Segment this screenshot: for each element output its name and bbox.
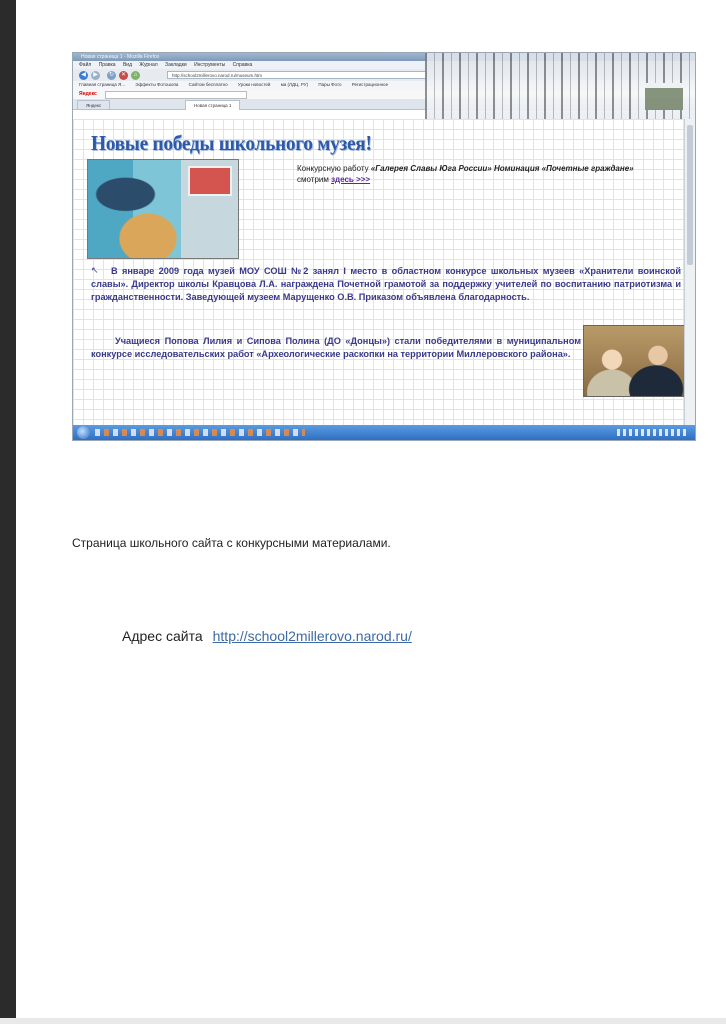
contest-see: смотрим: [297, 175, 332, 184]
contest-link[interactable]: здесь >>>: [331, 175, 371, 184]
site-address-label: Адрес сайта: [122, 628, 203, 644]
yandex-search-input[interactable]: [105, 91, 247, 99]
address-bar[interactable]: http://school2millerovo.narod.ru/museum.htm: [167, 71, 427, 79]
scan-edge: [0, 0, 16, 1024]
taskbar-icons[interactable]: [95, 429, 305, 436]
menu-edit[interactable]: Правка: [98, 62, 116, 68]
news-paragraph-1: В январе 2009 года музей МОУ СОШ №2 занял I место в областном конкурсе школьных музеев «Хранители воинской славы». Директор школы Кравцова Л.А. награждена Почетной грамотой за поддержку учителей по воспитанию патриотизма и гражданственности. Заведующей музеем Марущенко О.В. Приказом объявлена благодарность.: [91, 266, 681, 302]
menu-file[interactable]: Файл: [79, 62, 92, 68]
stop-icon[interactable]: ✕: [120, 72, 127, 78]
bookmark-item[interactable]: Регистрационное: [351, 82, 389, 87]
bookmark-item[interactable]: Главная страница Я...: [79, 82, 126, 87]
news-paragraph-2: Учащиеся Попова Лилия и Сипова Полина (ДО «Донцы») стали победителями в муниципальном конкурсе исследовательских работ «Археологические раскопки на территории Миллеровского района».: [91, 336, 581, 359]
contest-intro: Конкурсную работу: [297, 164, 371, 173]
page-caption: Страница школьного сайта с конкурсными материалами.: [72, 536, 391, 550]
menu-view[interactable]: Вид: [122, 62, 133, 68]
tab-new-page[interactable]: Новая страница 1: [185, 100, 240, 110]
vertical-scrollbar[interactable]: [684, 119, 695, 425]
page-heading: Новые победы школьного музея!: [91, 131, 372, 155]
museum-photo: [87, 159, 239, 259]
bookmark-item[interactable]: Пары Фото: [318, 82, 342, 87]
system-tray: [617, 429, 687, 436]
bookmark-item[interactable]: Эффекты Фотошопа: [135, 82, 179, 87]
house-image: [645, 83, 683, 110]
reload-icon[interactable]: ↻: [108, 72, 115, 78]
site-address-link[interactable]: http://school2millerovo.narod.ru/: [212, 628, 412, 644]
menu-bookmarks[interactable]: Закладки: [165, 62, 187, 68]
scrollbar-thumb[interactable]: [687, 125, 693, 265]
home-icon[interactable]: ⌂: [131, 71, 140, 80]
menu-history[interactable]: Журнал: [139, 62, 158, 68]
menu-help[interactable]: Справка: [232, 62, 253, 68]
menu-tools[interactable]: Инструменты: [194, 62, 226, 68]
back-arrow-icon[interactable]: ◀: [79, 71, 88, 80]
scan-bottom-edge: [0, 1018, 726, 1024]
bookmark-item[interactable]: Уроки новостей: [237, 82, 271, 87]
start-button-icon[interactable]: [77, 426, 90, 439]
snowy-forest-header-image: [425, 53, 695, 119]
site-address: [122, 628, 412, 644]
contest-text: [297, 163, 647, 185]
yandex-logo: Яндекс: [79, 91, 97, 97]
contest-title: «Галерея Славы Юга России» Номинация «Почетные граждане»: [370, 164, 634, 173]
page-content: [73, 119, 685, 425]
students-photo: [583, 325, 685, 397]
windows-taskbar: [73, 425, 695, 440]
forward-arrow-icon[interactable]: ▶: [91, 71, 100, 80]
bookmark-item[interactable]: ма (ЛДЦ. РУ): [280, 82, 309, 87]
cursor-icon: ↖: [91, 265, 99, 275]
window-title: Новая страница 1 - Mozilla Firefox: [81, 54, 160, 60]
website-screenshot: [72, 52, 696, 441]
tab-yandex[interactable]: Яндекс: [77, 100, 110, 110]
bookmark-item[interactable]: Сайтом бесплатно: [188, 82, 228, 87]
